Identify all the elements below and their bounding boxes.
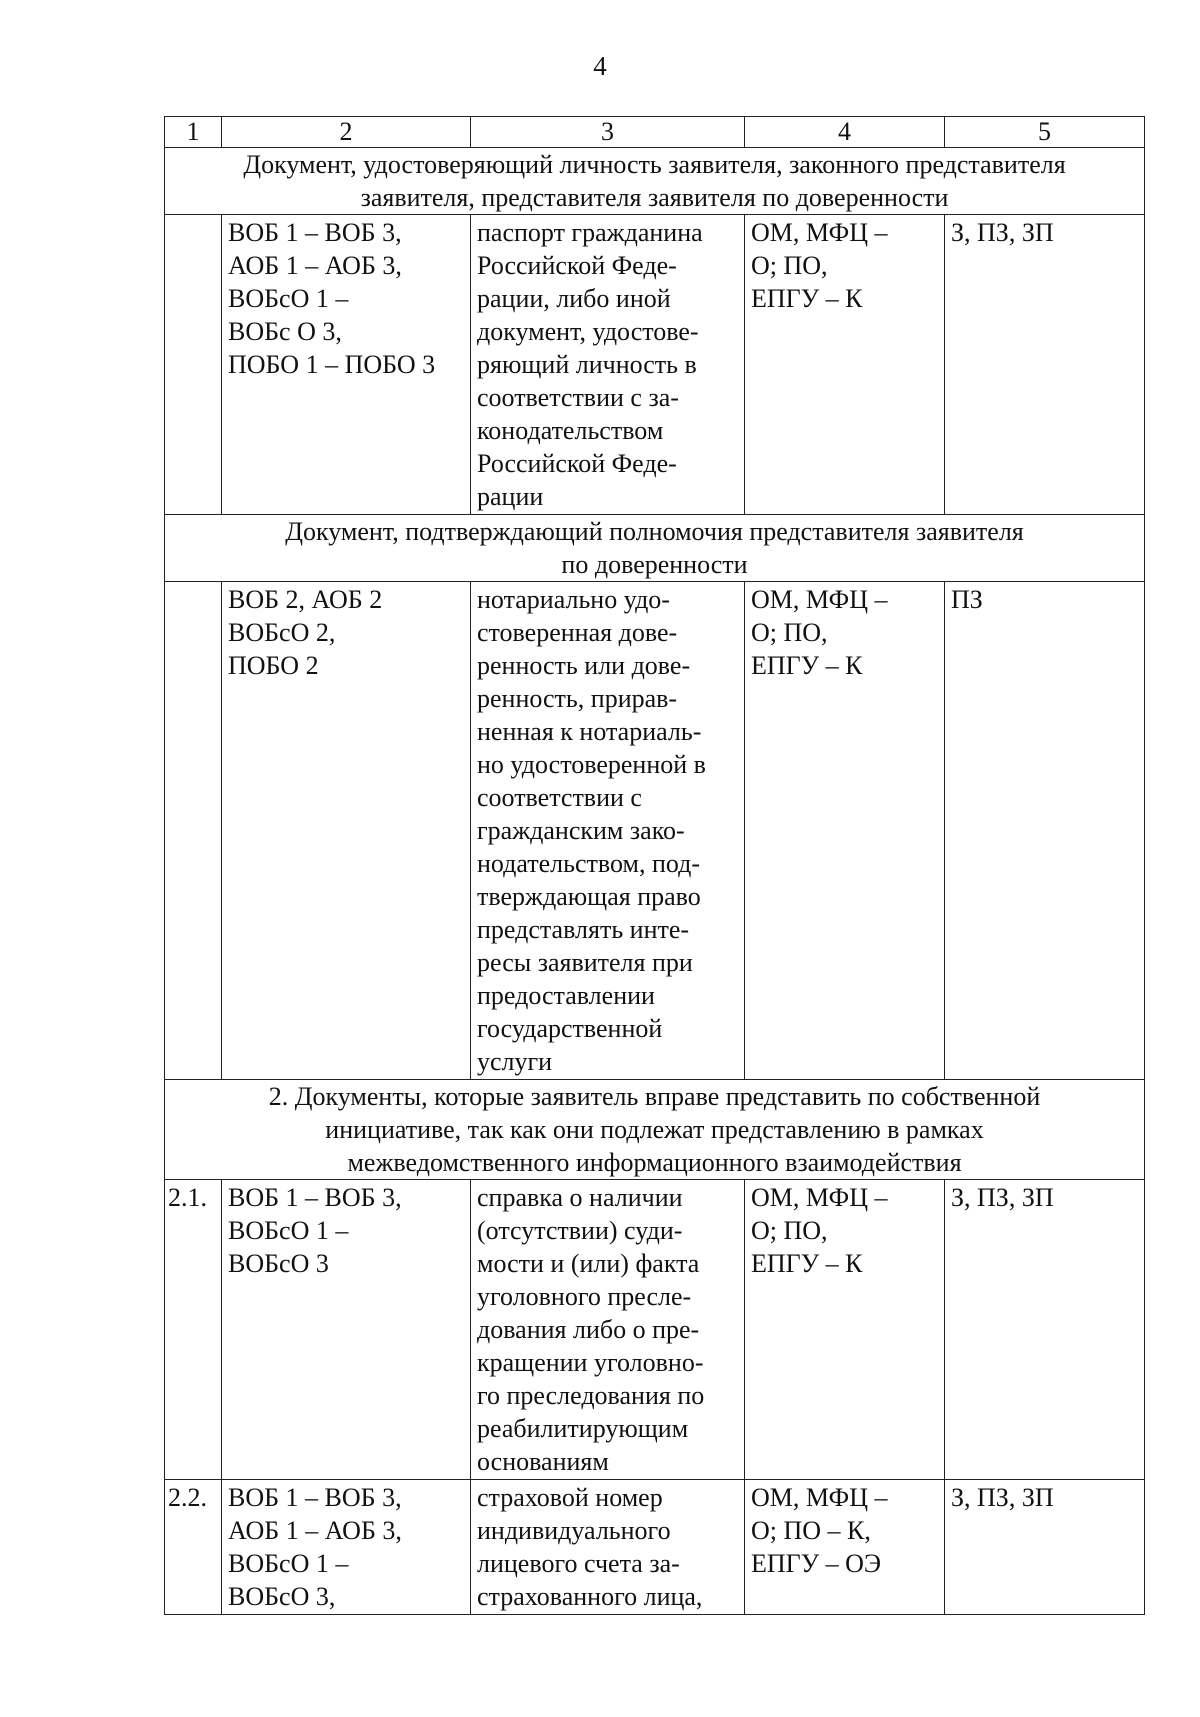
table-row [165, 1180, 1145, 1480]
documents-table [164, 116, 1145, 1615]
submission-method-cell: ОМ, МФЦ – О; ПО – К, ЕПГУ – ОЭ [745, 1480, 945, 1615]
table-row [165, 1480, 1145, 1615]
recipient-cell: ПЗ [945, 582, 1145, 1080]
submission-method-cell: ОМ, МФЦ – О; ПО, ЕПГУ – К [745, 582, 945, 1080]
table-row [165, 215, 1145, 515]
section-heading: Документ, удостоверяющий личность заявителя, законного представителя заявителя, представителя заявителя по доверенности [165, 148, 1145, 215]
section-heading: Документ, подтверждающий полномочия представителя заявителя по доверенности [165, 515, 1145, 582]
document-name-cell: справка о наличии (отсутствии) суди- мости и (или) факта уголовного пресле- дования либо о пре- кращении уголовно- го преследования по реабилитирующим основаниям [471, 1180, 745, 1480]
recipient-cell: З, ПЗ, ЗП [945, 1180, 1145, 1480]
submission-method-cell: ОМ, МФЦ – О; ПО, ЕПГУ – К [745, 215, 945, 515]
column-number-cell: 2 [222, 117, 471, 148]
row-number-cell [165, 215, 222, 515]
column-number-cell: 3 [471, 117, 745, 148]
document-name-cell: нотариально удо- стоверенная дове- ренность или дове- ренность, прирав- ненная к нотариаль- но удостоверенной в соответствии с гражданским зако- нодательством, под- тверждающая право представлять инте- ресы заявителя при предоставлении государственной услуги [471, 582, 745, 1080]
row-number-cell [165, 582, 222, 1080]
document-name-cell: паспорт гражданина Российской Феде- рации, либо иной документ, удостове- ряющий личность в соответствии с за- конодательством Российской Феде- рации [471, 215, 745, 515]
page-number: 4 [593, 51, 607, 81]
section-heading: 2. Документы, которые заявитель вправе представить по собственной инициативе, так как они подлежат представлению в рамках межведомственного информационного взаимодействия [165, 1080, 1145, 1180]
column-number-cell: 5 [945, 117, 1145, 148]
recipient-cell: З, ПЗ, ЗП [945, 215, 1145, 515]
applicant-category-cell: ВОБ 2, АОБ 2 ВОБсО 2, ПОБО 2 [222, 582, 471, 1080]
table-row [165, 582, 1145, 1080]
table-body [165, 117, 1145, 1615]
applicant-category-cell: ВОБ 1 – ВОБ 3, АОБ 1 – АОБ 3, ВОБсО 1 – ВОБсО 3, [222, 1480, 471, 1615]
column-number-cell: 1 [165, 117, 222, 148]
column-number-row [165, 117, 1145, 148]
section-heading-row [165, 1080, 1145, 1180]
recipient-cell: З, ПЗ, ЗП [945, 1480, 1145, 1615]
submission-method-cell: ОМ, МФЦ – О; ПО, ЕПГУ – К [745, 1180, 945, 1480]
row-number-cell: 2.2. [165, 1480, 222, 1615]
section-heading-row [165, 148, 1145, 215]
applicant-category-cell: ВОБ 1 – ВОБ 3, ВОБсО 1 – ВОБсО 3 [222, 1180, 471, 1480]
document-name-cell: страховой номер индивидуального лицевого счета за- страхованного лица, [471, 1480, 745, 1615]
column-number-cell: 4 [745, 117, 945, 148]
applicant-category-cell: ВОБ 1 – ВОБ 3, АОБ 1 – АОБ 3, ВОБсО 1 – ВОБс О 3, ПОБО 1 – ПОБО 3 [222, 215, 471, 515]
row-number-cell: 2.1. [165, 1180, 222, 1480]
section-heading-row [165, 515, 1145, 582]
